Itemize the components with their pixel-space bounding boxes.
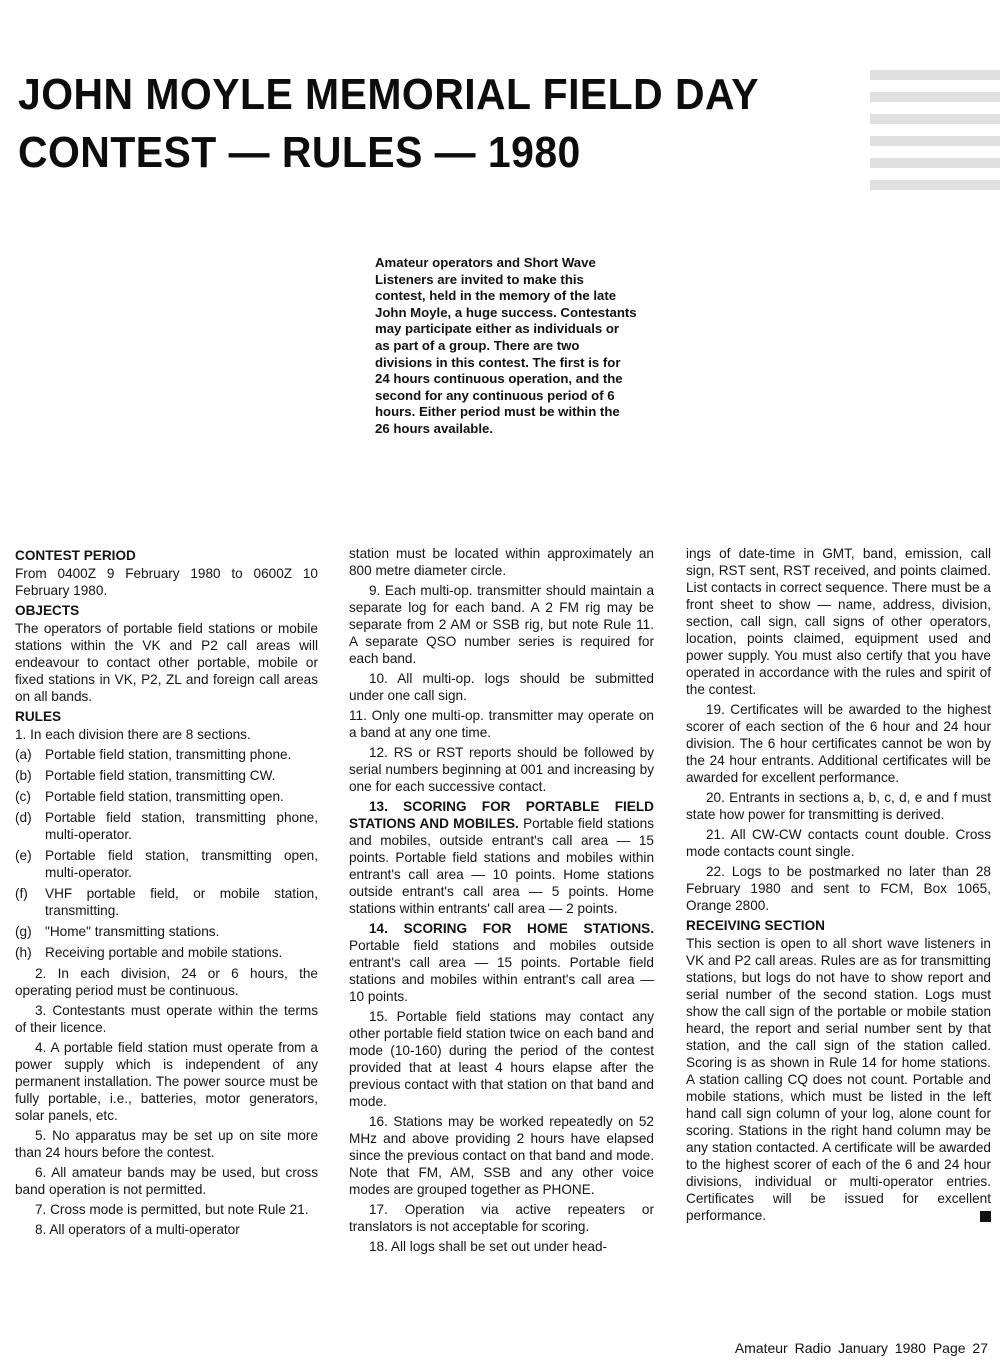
contest-period-heading: CONTEST PERIOD (15, 548, 136, 563)
rule-3: 3. Contestants must operate within the terms of their licence. (15, 1003, 318, 1035)
rule-11: 11. Only one multi-op. transmitter may operate on a band at any one time. (349, 708, 654, 740)
objects-heading: OBJECTS (15, 603, 80, 618)
rule-8: 8. All operators of a multi-operator (35, 1222, 240, 1237)
section-item: (f) VHF portable field, or mobile station, transmitting. (15, 886, 318, 918)
rule-9: 9. Each multi-op. transmitter should maintain a separate log for each band. A 2 FM rig may be separate from 2 AM or SSB rig, but note Rule 11. A separate QSO number series is required for each band. (349, 583, 654, 666)
section-item: (c) Portable field station, transmitting open. (15, 789, 284, 804)
rule-14-text: Portable field stations and mobiles outside entrant's call area — 15 points. Portable field stations and mobiles within entrant's call area — 10 points. (349, 938, 654, 1004)
article-title (18, 66, 818, 182)
rule-1: 1. In each division there are 8 sections. (15, 727, 251, 742)
rule-16: 16. Stations may be worked repeatedly on 52 MHz and above providing 2 hours have elapsed since the previous contact on that band and mode. Note that FM, AM, SSB and any other voice modes are grouped together as PHONE. (349, 1114, 654, 1197)
rule-12: 12. RS or RST reports should be followed by serial numbers beginning at 001 and increasing by one for each successive contact. (349, 745, 654, 794)
contest-period-text: From 0400Z 9 February 1980 to 0600Z 10 February 1980. (15, 566, 318, 598)
rule-14-heading: 14. SCORING FOR HOME STATIONS. (369, 921, 654, 936)
section-item: (d) Portable field station, transmitting phone, multi-operator. (15, 810, 318, 842)
rule-13-heading: 13. SCORING FOR PORTABLE FIELD STATIONS AND MOBILES. (349, 799, 654, 831)
section-item: (a) Portable field station, transmitting phone. (15, 747, 292, 762)
rule-4: 4. A portable field station must operate from a power supply which is independent of any permanent installation. The power source must be fully portable, i.e., batteries, motor generators, solar panels, etc. (15, 1040, 318, 1123)
rule-14 (349, 920, 654, 1005)
rule-7: 7. Cross mode is permitted, but note Rule 21. (35, 1202, 309, 1217)
rule-19: 19. Certificates will be awarded to the highest scorer of each section of the 6 hour and 24 hour division. The 6 hour certificates cannot be won by the 24 hour entrants. Additional certificates will be awarded for excellent performance. (686, 702, 991, 785)
title-line-2: CONTEST — RULES — 1980 (18, 128, 581, 177)
title-line-1: JOHN MOYLE MEMORIAL FIELD DAY (18, 70, 760, 119)
column-1 (15, 545, 318, 1241)
section-item: (e) Portable field station, transmitting open, multi-operator. (15, 848, 318, 880)
rule-6: 6. All amateur bands may be used, but cross band operation is not permitted. (15, 1165, 318, 1197)
column-3 (686, 545, 991, 1227)
receiving-section-text: This section is open to all short wave listeners in VK and P2 call areas. Rules are as for transmitting stations, but logs do not have to show report and serial number of the second station. Logs must show the call sign of the portable or mobile station heard, the report and serial number sent by that station, and the call sign of the station called. Scoring is as shown in Rule 14 for home stations. A station calling CQ does not count. Portable and mobile stations, which must be listed in the left hand call sign column of your log, alone count for scoring. Stations in the right hand column may be any station contacted. A certificate will be awarded to the highest scorer of each of the 6 and 24 hour divisions, individual or multi-operator entries. Certificates will be issued for excellent performance. (686, 936, 991, 1223)
rule-20: 20. Entrants in sections a, b, c, d, e and f must state how power for transmitting is derived. (686, 790, 991, 822)
objects-text: The operators of portable field stations or mobile stations within the VK and P2 call areas will endeavour to contact other portable, mobile or fixed stations in VK, P2, ZL and foreign call areas on all bands. (15, 621, 318, 704)
rule-8-continued: station must be located within approximately an 800 metre diameter circle. (349, 546, 654, 578)
end-of-article-mark (980, 1211, 991, 1222)
rule-2: 2. In each division, 24 or 6 hours, the operating period must be continuous. (15, 966, 318, 998)
rule-15: 15. Portable field stations may contact any other portable field station twice on each band and mode (10-160) during the period of the contest provided that at least 4 hours elapse after the previous contact with that station on that band and mode. (349, 1009, 654, 1109)
rule-10: 10. All multi-op. logs should be submitted under one call sign. (349, 671, 654, 703)
column-2 (349, 545, 654, 1258)
footer-page: Page 27 (932, 1340, 988, 1356)
rule-13-text: Portable field stations and mobiles, outside entrant's call area — 15 points. Portable field stations and mobiles within entrant's call area — 10 points. Home stations outside entrant's call area — 5 points. Home stations within entrants' call area — 2 points. (349, 816, 654, 916)
section-item: (h) Receiving portable and mobile stations. (15, 945, 283, 960)
receiving-section-heading: RECEIVING SECTION (686, 918, 825, 933)
rule-18: 18. All logs shall be set out under head- (369, 1239, 608, 1254)
rule-5: 5. No apparatus may be set up on site more than 24 hours before the contest. (15, 1128, 318, 1160)
rule-21: 21. All CW-CW contacts count double. Cross mode contacts count single. (686, 827, 991, 859)
section-item: (g) "Home" transmitting stations. (15, 924, 220, 939)
rule-13 (349, 798, 654, 917)
rules-heading: RULES (15, 709, 62, 724)
rule-22: 22. Logs to be postmarked no later than 28 February 1980 and sent to FCM, Box 1065, Orange 2800. (686, 864, 991, 913)
rule-18-continued: ings of date-time in GMT, band, emission, call sign, RST sent, RST received, and points claimed. List contacts in correct sequence. There must be a front sheet to show — name, address, division, section, call sign, call signs of other operators, location, points claimed, equipment used and power supply. You must also certify that you have operated in accordance with the rules and spirit of the contest. (686, 546, 991, 697)
intro-paragraph: Amateur operators and Short Wave Listeners are invited to make this contest, held in the memory of the late John Moyle, a huge success. Contestants may participate either as individuals or as part of a group. There are two divisions in this contest. The first is for 24 hours continuous operation, and the second for any continuous period of 6 hours. Either period must be within the 26 hours available. (375, 255, 637, 436)
rule-17: 17. Operation via active repeaters or translators is not acceptable for scoring. (349, 1202, 654, 1234)
page-footer (735, 1340, 988, 1356)
section-item: (b) Portable field station, transmitting CW. (15, 768, 276, 783)
show-through-text (870, 70, 1000, 190)
footer-publication: Amateur Radio (734, 1340, 832, 1356)
footer-issue: January 1980 (838, 1340, 926, 1356)
